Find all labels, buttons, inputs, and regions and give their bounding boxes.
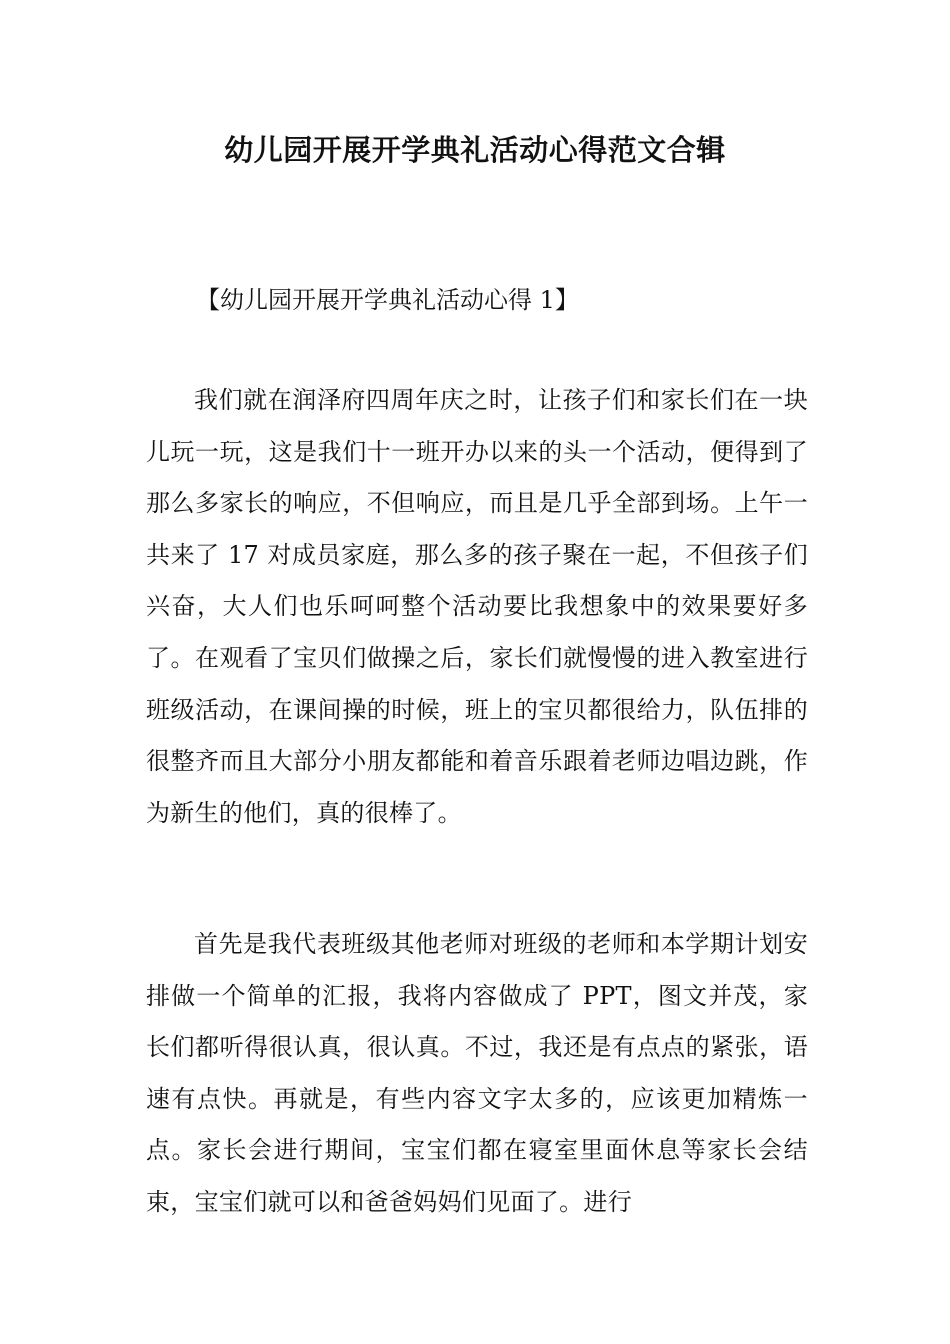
section-heading: 【幼儿园开展开学典礼活动心得 1】 (196, 286, 579, 314)
paragraph-2: 首先是我代表班级其他老师对班级的老师和本学期计划安排做一个简单的汇报，我将内容做成了 PPT，图文并茂，家长们都听得很认真，很认真。不过，我还是有点点的紧张，语速有点快。再就是，有些内容文字太多的，应该更加精炼一点。家长会进行期间，宝宝们都在寝室里面休息等家长会结束，宝宝们就可以和爸爸妈妈们见面了。进行 (146, 930, 808, 1216)
document-title: 幼儿园开展开学典礼活动心得范文合辑 (224, 133, 726, 167)
paragraph-1: 我们就在润泽府四周年庆之时，让孩子们和家长们在一块儿玩一玩，这是我们十一班开办以来的头一个活动，便得到了那么多家长的响应，不但响应，而且是几乎全部到场。上午一共来了 17 对成员家庭，那么多的孩子聚在一起，不但孩子们兴奋，大人们也乐呵呵整个活动要比我想象中的效果要好多了。在观看了宝贝们做操之后，家长们就慢慢的进入教室进行班级活动，在课间操的时候，班上的宝贝都很给力，队伍排的很整齐而且大部分小朋友都能和着音乐跟着老师边唱边跳，作为新生的他们，真的很棒了。 (146, 386, 808, 827)
